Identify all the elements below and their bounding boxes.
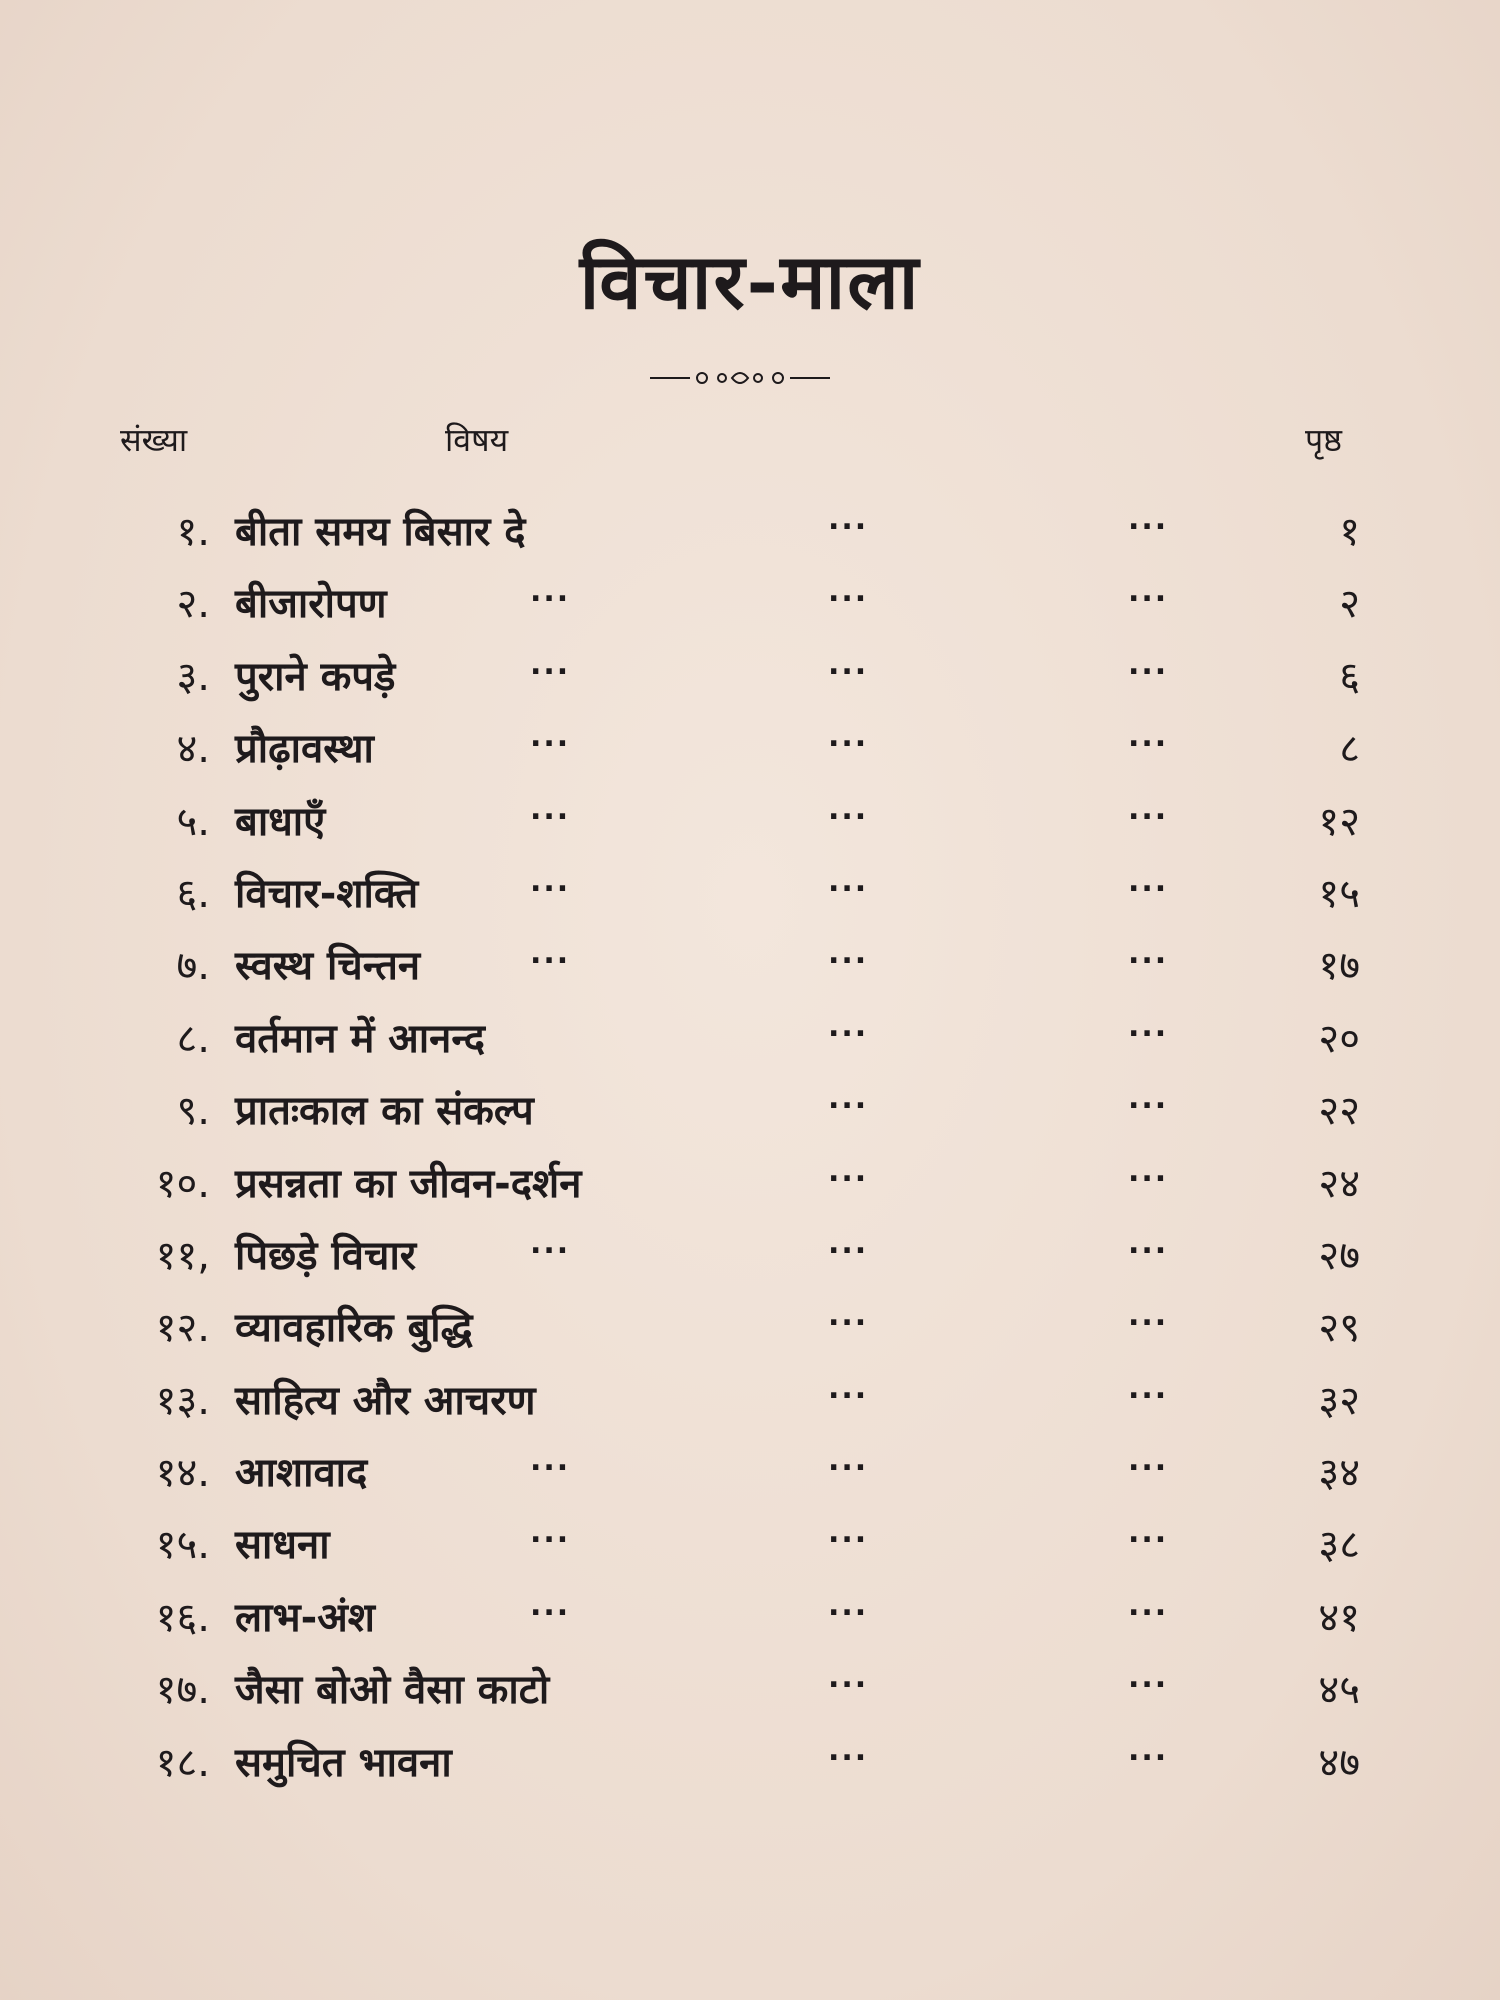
entry-page-number: २०: [1318, 1015, 1360, 1062]
entry-page-number: ३८: [1318, 1522, 1360, 1569]
entry-page-number: २४: [1318, 1160, 1360, 1207]
leader-dots: ...: [1128, 1443, 1169, 1479]
toc-entry: [0, 1660, 1500, 1732]
toc-entry: [0, 1081, 1500, 1153]
entry-subject: प्रौढ़ावस्था: [235, 726, 374, 773]
entry-number: ३.: [176, 653, 210, 700]
leader-dots: ...: [828, 1298, 869, 1334]
leader-dots: ...: [828, 1660, 869, 1696]
entry-subject: साहित्य और आचरण: [235, 1377, 536, 1424]
leader-dots: ...: [1128, 936, 1169, 972]
entry-number: १५.: [155, 1522, 210, 1569]
leader-dots: ...: [1128, 574, 1169, 610]
entry-page-number: २: [1339, 581, 1360, 628]
entry-subject: व्यावहारिक बुद्धि: [235, 1305, 473, 1352]
entry-page-number: २७: [1318, 1232, 1360, 1279]
column-headers: [0, 418, 1500, 468]
leader-dots: ...: [530, 719, 571, 755]
leader-dots: ...: [530, 1443, 571, 1479]
toc-entry: [0, 1588, 1500, 1660]
toc-entry: [0, 1371, 1500, 1443]
toc-entry: [0, 502, 1500, 574]
toc-entry: [0, 1226, 1500, 1298]
entry-subject: बीता समय बिसार दे: [235, 509, 526, 555]
entry-subject: पिछड़े विचार: [235, 1232, 417, 1279]
entry-subject: पुराने कपड़े: [235, 653, 396, 700]
entry-subject: लाभ-अंश: [235, 1594, 375, 1641]
leader-dots: ...: [530, 646, 571, 682]
leader-dots: ...: [828, 1515, 869, 1551]
entry-subject: प्रसन्नता का जीवन-दर्शन: [235, 1160, 582, 1207]
entry-subject: जैसा बोओ वैसा काटो: [235, 1667, 550, 1714]
header-page: पृष्ठ: [1305, 421, 1343, 459]
entry-subject: आशावाद: [235, 1450, 368, 1497]
leader-dots: ...: [530, 1587, 571, 1623]
entry-subject: विचार-शक्ति: [235, 870, 419, 917]
leader-dots: ...: [530, 863, 571, 899]
entry-number: १४.: [155, 1450, 210, 1497]
entry-subject: बाधाएँ: [235, 798, 326, 845]
table-of-contents: [0, 502, 1500, 1805]
entry-number: १३.: [155, 1377, 210, 1424]
entry-page-number: १५: [1318, 870, 1360, 917]
leader-dots: ...: [828, 1225, 869, 1261]
entry-number: ११,: [155, 1232, 210, 1279]
leader-dots: ...: [1128, 791, 1169, 827]
entry-number: २.: [176, 581, 210, 628]
toc-entry: [0, 1733, 1500, 1805]
entry-subject: बीजारोपण: [235, 581, 387, 628]
entry-page-number: २९: [1318, 1305, 1360, 1352]
leader-dots: ...: [1128, 1225, 1169, 1261]
entry-page-number: १७: [1318, 943, 1360, 990]
entry-number: १७.: [155, 1667, 210, 1714]
leader-dots: ...: [1128, 1081, 1169, 1117]
leader-dots: ...: [530, 1225, 571, 1261]
leader-dots: ...: [1128, 1732, 1169, 1768]
entry-number: ६.: [176, 870, 210, 917]
leader-dots: ...: [828, 791, 869, 827]
leader-dots: ...: [828, 1732, 869, 1768]
header-subject: विषय: [445, 421, 509, 459]
header-number: संख्या: [120, 421, 188, 459]
leader-dots: ...: [1128, 1660, 1169, 1696]
leader-dots: ...: [1128, 1587, 1169, 1623]
leader-dots: ...: [1128, 1515, 1169, 1551]
entry-number: १.: [176, 509, 210, 555]
leader-dots: ...: [828, 1008, 869, 1044]
leader-dots: ...: [1128, 1298, 1169, 1334]
toc-entry: [0, 1298, 1500, 1370]
leader-dots: ...: [1128, 646, 1169, 682]
entry-number: ९.: [176, 1088, 210, 1135]
entry-number: १०.: [155, 1160, 210, 1207]
entry-number: ५.: [176, 798, 210, 845]
leader-dots: ...: [1128, 863, 1169, 899]
page-title: विचार-माला: [579, 237, 921, 326]
entry-subject: समुचित भावना: [235, 1739, 452, 1786]
leader-dots: ...: [828, 936, 869, 972]
leader-dots: ...: [1128, 1008, 1169, 1044]
entry-number: ८.: [176, 1015, 210, 1062]
leader-dots: ...: [530, 1515, 571, 1551]
entry-page-number: १: [1339, 509, 1360, 555]
toc-entry: [0, 936, 1500, 1008]
entry-page-number: ४७: [1318, 1739, 1360, 1786]
leader-dots: ...: [828, 1153, 869, 1189]
leader-dots: ...: [1128, 1153, 1169, 1189]
leader-dots: ...: [828, 863, 869, 899]
toc-entry: [0, 792, 1500, 864]
entry-page-number: ४१: [1318, 1594, 1360, 1641]
entry-number: १२.: [155, 1305, 210, 1352]
entry-number: १८.: [155, 1739, 210, 1786]
ornament-divider: [650, 366, 830, 390]
leader-dots: ...: [828, 1081, 869, 1117]
entry-number: ४.: [176, 726, 210, 773]
toc-entry: [0, 864, 1500, 936]
leader-dots: ...: [828, 574, 869, 610]
leader-dots: ...: [1128, 502, 1169, 537]
toc-entry: [0, 574, 1500, 646]
leader-dots: ...: [828, 1587, 869, 1623]
leader-dots: ...: [828, 719, 869, 755]
entry-page-number: ४५: [1318, 1667, 1360, 1714]
leader-dots: ...: [828, 1370, 869, 1406]
entry-page-number: ३२: [1318, 1377, 1360, 1424]
entry-page-number: ३४: [1318, 1450, 1360, 1497]
entry-page-number: २२: [1318, 1088, 1360, 1135]
leader-dots: ...: [530, 936, 571, 972]
toc-entry: [0, 1154, 1500, 1226]
leader-dots: ...: [1128, 719, 1169, 755]
entry-number: १६.: [155, 1594, 210, 1641]
entry-page-number: ८: [1339, 726, 1360, 773]
entry-subject: साधना: [235, 1522, 330, 1569]
entry-page-number: १२: [1318, 798, 1360, 845]
leader-dots: ...: [828, 646, 869, 682]
toc-entry: [0, 647, 1500, 719]
toc-entry: [0, 1515, 1500, 1587]
leader-dots: ...: [828, 502, 869, 537]
leader-dots: ...: [530, 574, 571, 610]
entry-subject: प्रातःकाल का संकल्प: [235, 1088, 534, 1135]
leader-dots: ...: [530, 791, 571, 827]
entry-number: ७.: [176, 943, 210, 990]
leader-dots: ...: [828, 1443, 869, 1479]
entry-subject: स्वस्थ चिन्तन: [235, 943, 421, 990]
toc-entry: [0, 1009, 1500, 1081]
leader-dots: ...: [1128, 1370, 1169, 1406]
toc-entry: [0, 719, 1500, 791]
entry-subject: वर्तमान में आनन्द: [235, 1015, 485, 1062]
entry-page-number: ६: [1339, 653, 1360, 700]
toc-entry: [0, 1443, 1500, 1515]
